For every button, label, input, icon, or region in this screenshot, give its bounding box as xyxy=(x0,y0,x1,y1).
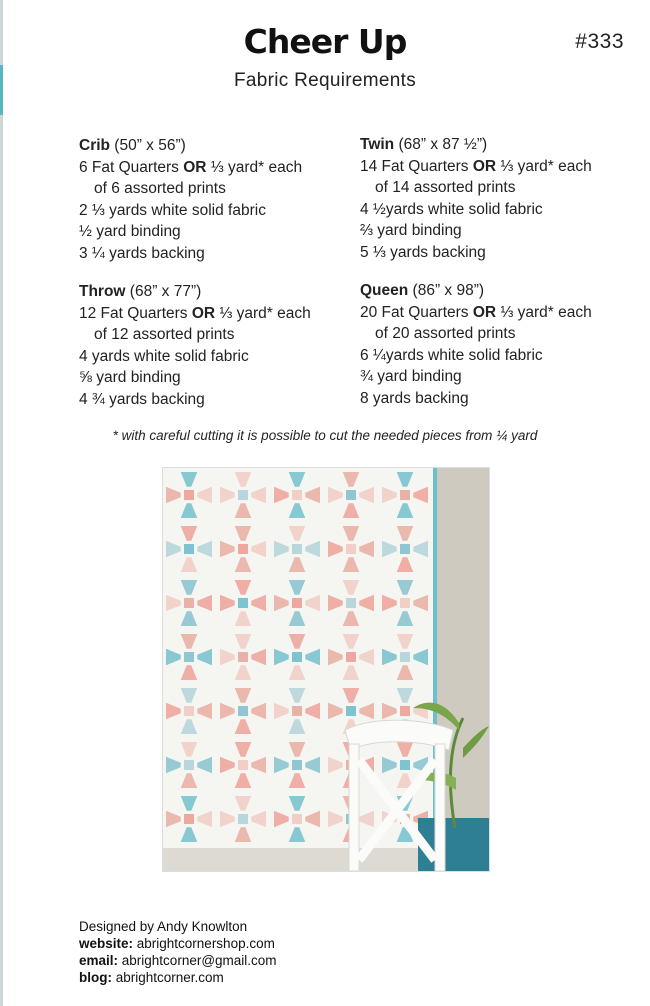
size-dims: (68” x 87 ½”) xyxy=(394,136,488,153)
quilt-center-square xyxy=(238,814,248,824)
quilt-center-square xyxy=(346,598,356,608)
blog-line xyxy=(79,969,277,986)
size-dims: (50” x 56”) xyxy=(110,137,186,154)
fat-quarters-line: 20 Fat Quarters OR ⅓ yard* each xyxy=(360,303,592,321)
blog-value[interactable]: abrightcorner.com xyxy=(112,970,224,985)
size-dims: (68” x 77”) xyxy=(125,283,202,300)
fat-quarters-line: 12 Fat Quarters OR ⅓ yard* each xyxy=(79,304,311,322)
size-dims: (86” x 98”) xyxy=(408,282,485,299)
quilt-center-square xyxy=(292,652,302,662)
binding-line: ½ yard binding xyxy=(79,223,181,240)
website-line xyxy=(79,935,277,952)
quilt-center-square xyxy=(238,652,248,662)
quilt-center-square xyxy=(292,490,302,500)
quilt-center-square xyxy=(184,760,194,770)
quilt-center-square xyxy=(400,598,410,608)
page-subtitle: Fabric Requirements xyxy=(233,70,417,91)
size-heading xyxy=(79,135,302,157)
prints-line: of 12 assorted prints xyxy=(94,326,235,343)
quilt-center-square xyxy=(346,490,356,500)
size-block-queen xyxy=(360,280,592,409)
size-heading xyxy=(79,281,311,303)
quilt-center-square xyxy=(400,760,410,770)
quilt-center-square xyxy=(238,544,248,554)
website-label: website: xyxy=(79,936,134,951)
size-name: Crib xyxy=(79,137,110,154)
quilt-center-square xyxy=(238,490,248,500)
size-name: Twin xyxy=(360,136,395,153)
prints-line: of 14 assorted prints xyxy=(375,179,516,196)
quilt-center-square xyxy=(238,598,248,608)
quilt-center-square xyxy=(346,706,356,716)
quilt-center-square xyxy=(292,760,302,770)
quilt-center-square xyxy=(184,490,194,500)
quilt-center-square xyxy=(184,706,194,716)
quilt-center-square xyxy=(184,652,194,662)
email-value[interactable]: abrightcorner@gmail.com xyxy=(118,953,277,968)
size-heading xyxy=(360,134,592,156)
white-fabric-line: 4 yards white solid fabric xyxy=(79,347,249,365)
page-title: Cheer Up xyxy=(243,22,407,61)
quilt-center-square xyxy=(184,544,194,554)
binding-line: ⅝ yard binding xyxy=(79,369,181,386)
size-name: Queen xyxy=(360,282,409,299)
email-line xyxy=(79,952,277,969)
credits xyxy=(79,918,277,986)
quilt-center-square xyxy=(400,652,410,662)
size-block-crib xyxy=(79,135,302,264)
quilt-center-square xyxy=(238,706,248,716)
designer-line: Designed by Andy Knowlton xyxy=(79,919,248,934)
quilt-center-square xyxy=(184,598,194,608)
email-label: email: xyxy=(79,953,119,968)
quilt-center-square xyxy=(346,544,356,554)
pattern-number: #333 xyxy=(575,30,624,53)
quilt-center-square xyxy=(184,814,194,824)
size-heading xyxy=(360,280,592,302)
quilt-photo xyxy=(163,468,489,871)
cutting-note: * with careful cutting it is possible to cut the needed pieces from ¼ yard xyxy=(112,428,538,443)
prints-line: of 20 assorted prints xyxy=(375,325,516,342)
blog-label: blog: xyxy=(79,970,112,985)
backing-line: 5 ⅓ yards backing xyxy=(360,243,486,261)
quilt-center-square xyxy=(292,544,302,554)
quilt-center-square xyxy=(292,706,302,716)
quilt-center-square xyxy=(292,598,302,608)
backing-line: 3 ¼ yards backing xyxy=(79,244,205,262)
size-name: Throw xyxy=(79,283,126,300)
white-fabric-line: 4 ½yards white solid fabric xyxy=(360,200,543,218)
quilt-center-square xyxy=(346,652,356,662)
quilt-center-square xyxy=(238,760,248,770)
fat-quarters-line: 14 Fat Quarters OR ⅓ yard* each xyxy=(360,157,592,175)
quilt-illustration xyxy=(163,468,489,871)
white-fabric-line: 2 ⅓ yards white solid fabric xyxy=(79,201,266,219)
binding-line: ⅔ yard binding xyxy=(360,222,462,239)
backing-line: 4 ¾ yards backing xyxy=(79,390,205,408)
page-edge xyxy=(0,0,3,1006)
quilt-center-square xyxy=(400,544,410,554)
website-value[interactable]: abrightcornershop.com xyxy=(133,936,275,951)
quilt-center-square xyxy=(292,814,302,824)
size-block-throw xyxy=(79,281,311,410)
quilt-center-square xyxy=(400,490,410,500)
fat-quarters-line: 6 Fat Quarters OR ⅓ yard* each xyxy=(79,158,303,176)
size-block-twin xyxy=(360,134,592,263)
prints-line: of 6 assorted prints xyxy=(94,180,226,197)
binding-line: ¾ yard binding xyxy=(360,368,462,385)
backing-line: 8 yards backing xyxy=(360,389,469,407)
quilt-center-square xyxy=(400,706,410,716)
white-fabric-line: 6 ¼yards white solid fabric xyxy=(360,346,543,364)
